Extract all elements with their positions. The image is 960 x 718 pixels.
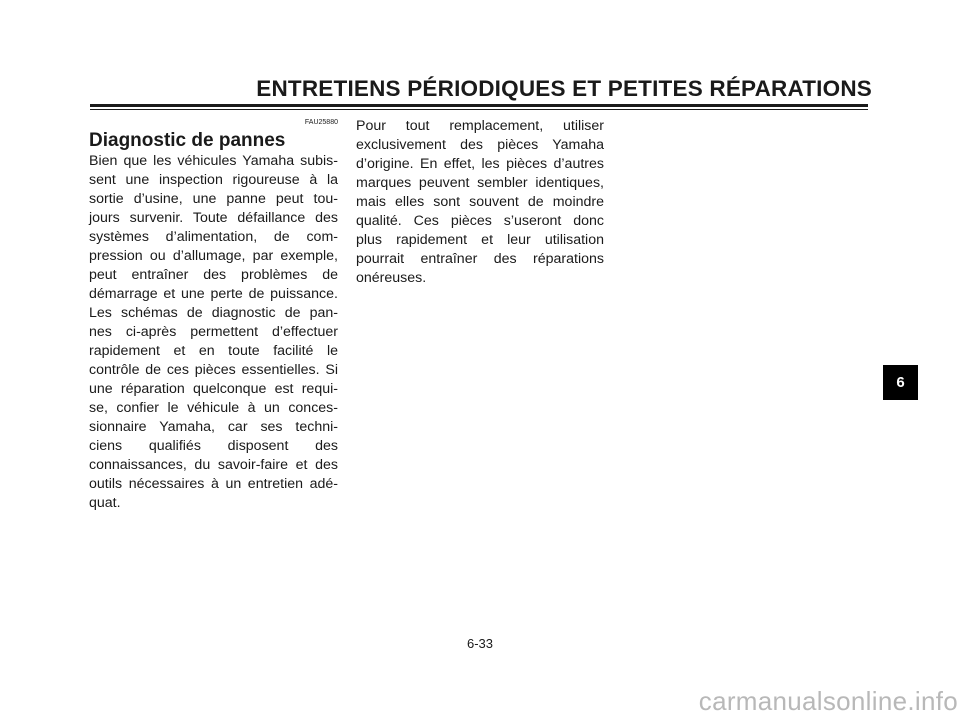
- header-rule-thin: [90, 109, 868, 110]
- page-number: 6-33: [466, 636, 494, 651]
- text-line: démarrage et une perte de puissance.: [89, 286, 338, 302]
- text-line: pression ou d’allumage, par exemple,: [89, 248, 338, 264]
- text-line: outils nécessaires à un entretien adé-: [89, 476, 338, 492]
- text-line: sortie d’usine, une panne peut tou-: [89, 191, 338, 207]
- text-line: se, confier le véhicule à un conces-: [89, 400, 338, 416]
- section-reference-code: FAU25880: [304, 119, 338, 126]
- page-header-title: ENTRETIENS PÉRIODIQUES ET PETITES RÉPARATIONS: [256, 76, 872, 101]
- text-line: nes ci-après permettent d’effectuer: [89, 324, 338, 340]
- text-line: plus rapidement et leur utilisation: [356, 232, 604, 248]
- text-line: Les schémas de diagnostic de pan-: [89, 305, 338, 321]
- text-line: une réparation quelconque est requi-: [89, 381, 338, 397]
- text-line: d’origine. En effet, les pièces d’autres: [356, 156, 604, 172]
- chapter-tab-number: 6: [896, 374, 905, 391]
- watermark-text: carmanualsonline.info: [698, 686, 958, 716]
- text-line: peut entraîner des problèmes de: [89, 267, 338, 283]
- text-line: sionnaire Yamaha, car ses techni-: [89, 419, 338, 435]
- right-text-column: [356, 117, 604, 288]
- text-line: qualité. Ces pièces s’useront donc: [356, 213, 604, 229]
- text-line: mais elles sont souvent de moindre: [356, 194, 604, 210]
- text-line: contrôle de ces pièces essentielles. Si: [89, 362, 338, 378]
- text-line: Pour tout remplacement, utiliser: [356, 118, 604, 134]
- text-line: pourrait entraîner des réparations: [356, 251, 604, 267]
- text-line: jours survenir. Toute défaillance des: [89, 210, 338, 226]
- text-line: quat.: [89, 495, 121, 511]
- chapter-tab[interactable]: [883, 365, 918, 400]
- text-line: marques peuvent sembler identiques,: [356, 175, 604, 191]
- text-line: connaissances, du savoir-faire et des: [89, 457, 338, 473]
- text-line: exclusivement des pièces Yamaha: [356, 137, 604, 153]
- section-heading: Diagnostic de pannes: [89, 130, 286, 151]
- text-line: onéreuses.: [356, 270, 427, 286]
- left-text-column: [89, 152, 338, 513]
- text-line: ciens qualifiés disposent des: [89, 438, 338, 454]
- header-rule: [90, 104, 868, 107]
- text-line: sent une inspection rigoureuse à la: [89, 172, 338, 188]
- text-line: rapidement et en toute facilité le: [89, 343, 338, 359]
- text-line: Bien que les véhicules Yamaha subis-: [89, 153, 338, 169]
- text-line: systèmes d’alimentation, de com-: [89, 229, 338, 245]
